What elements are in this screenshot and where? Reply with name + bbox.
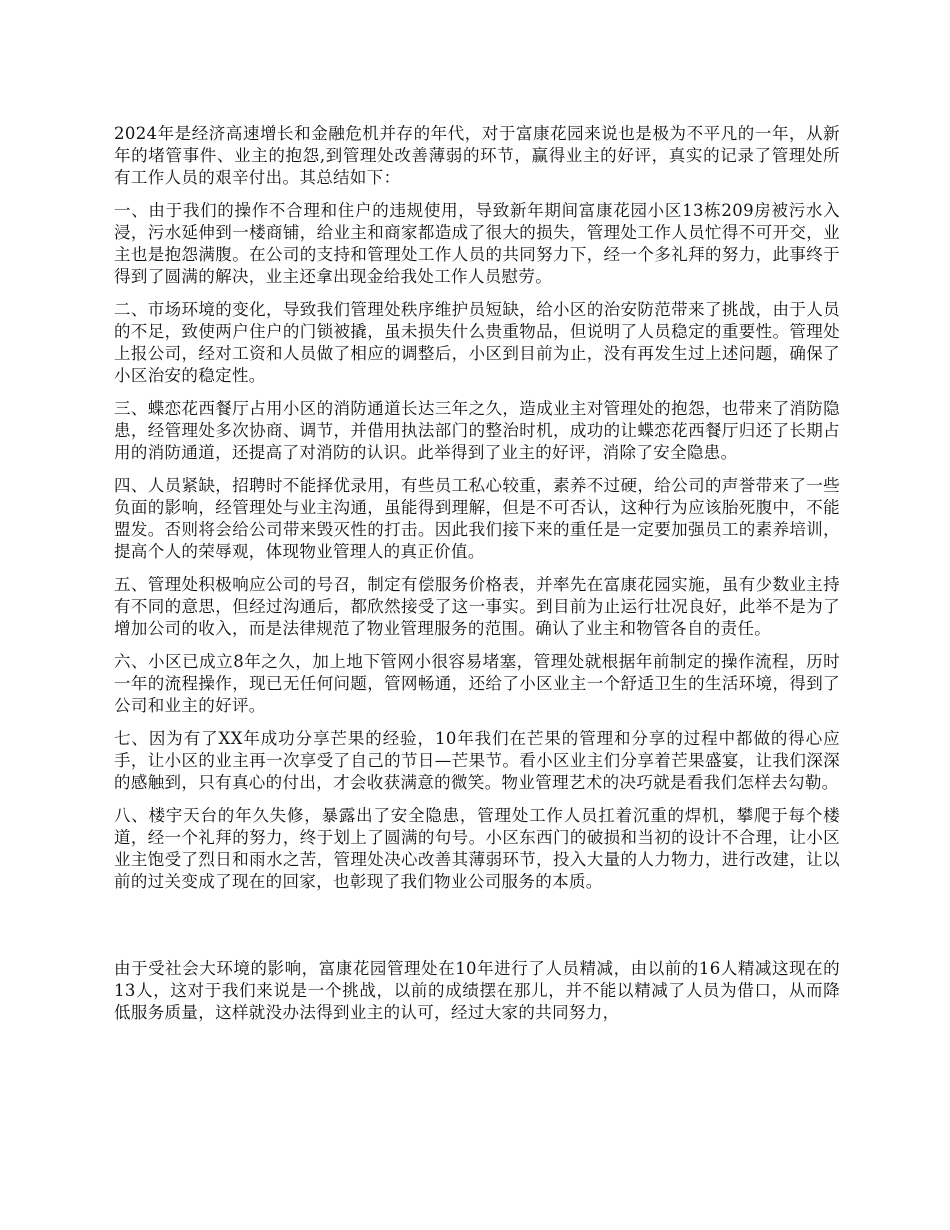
section-5-paragraph: 五、管理处积极响应公司的号召，制定有偿服务价格表，并率先在富康花园实施，虽有少数业主持有不同的意思，但经过沟通后，都欣然接受了这一事实。到目前为止运行壮况良好，此举不是为了增加公司的收入，而是法律规范了物业管理服务的范围。确认了业主和物管各自的责任。	[114, 575, 840, 638]
section-6-paragraph: 六、小区已成立8年之久，加上地下管网小很容易堵塞，管理处就根据年前制定的操作流程，历时一年的流程操作，现已无任何问题，管网畅通，还给了小区业主一个舒适卫生的生活环境，得到了公司和业主的好评。	[114, 652, 840, 715]
section-1-paragraph: 一、由于我们的操作不合理和住户的违规使用，导致新年期间富康花园小区13栋209房被污水入浸，污水延伸到一楼商铺，给业主和商家都造成了很大的损失，管理处工作人员忙得不可开交，业主也是抱怨满腹。在公司的支持和管理处工作人员的共同努力下，经一个多礼拜的努力，此事终于得到了圆满的解决，业主还拿出现金给我处工作人员慰劳。	[114, 201, 840, 286]
intro-paragraph: 2024年是经济高速增长和金融危机并存的年代，对于富康花园来说也是极为不平凡的一年，从新年的堵管事件、业主的抱怨,到管理处改善薄弱的环节，赢得业主的好评，真实的记录了管理处所有工作人员的艰辛付出。其总结如下：	[114, 124, 840, 187]
section-3-paragraph: 三、蝶恋花西餐厅占用小区的消防通道长达三年之久，造成业主对管理处的抱怨，也带来了消防隐患，经管理处多次协商、调节，并借用执法部门的整治时机，成功的让蝶恋花西餐厅归还了长期占用的消防通道，还提高了对消防的认识。此举得到了业主的好评，消除了安全隐患。	[114, 399, 840, 462]
section-7-paragraph: 七、因为有了XX年成功分享芒果的经验，10年我们在芒果的管理和分享的过程中都做的得心应手，让小区的业主再一次享受了自己的节日—芒果节。看小区业主们分享着芒果盛宴，让我们深深的感触到，只有真心的付出，才会收获满意的微笑。物业管理艺术的决巧就是看我们怎样去勾勒。	[114, 729, 840, 792]
section-4-paragraph: 四、人员紧缺，招聘时不能择优录用，有些员工私心较重，素养不过硬，给公司的声誉带来了一些负面的影响，经管理处与业主沟通，虽能得到理解，但是不可否认，这种行为应该胎死腹中，不能盟发。否则将会给公司带来毁灭性的打击。因此我们接下来的重任是一定要加强员工的素养培训，提高个人的荣辱观，体现物业管理人的真正价值。	[114, 476, 840, 561]
paragraph-spacer	[114, 904, 840, 958]
section-8-paragraph: 八、楼宇天台的年久失修，暴露出了安全隐患，管理处工作人员扛着沉重的焊机，攀爬于每个楼道，经一个礼拜的努力，终于划上了圆满的句号。小区东西门的破损和当初的设计不合理，让小区业主饱受了烈日和雨水之苦，管理处决心改善其薄弱环节，投入大量的人力物力，进行改建，让以前的过关变成了现在的回家，也彰现了我们物业公司服务的本质。	[114, 806, 840, 891]
closing-paragraph: 由于受社会大环境的影响，富康花园管理处在10年进行了人员精减，由以前的16人精减这现在的13人，这对于我们来说是一个挑战，以前的成绩摆在那儿，并不能以精减了人员为借口，从而降低服务质量，这样就没办法得到业主的认可，经过大家的共同努力，	[114, 959, 840, 1022]
section-2-paragraph: 二、市场环境的变化，导致我们管理处秩序维护员短缺，给小区的治安防范带来了挑战，由于人员的不足，致使两户住户的门锁被撬，虽未损失什么贵重物品，但说明了人员稳定的重要性。管理处上报公司，经对工资和人员做了相应的调整后，小区到目前为止，没有再发生过上述问题，确保了小区治安的稳定性。	[114, 300, 840, 385]
document-body	[114, 123, 840, 1035]
